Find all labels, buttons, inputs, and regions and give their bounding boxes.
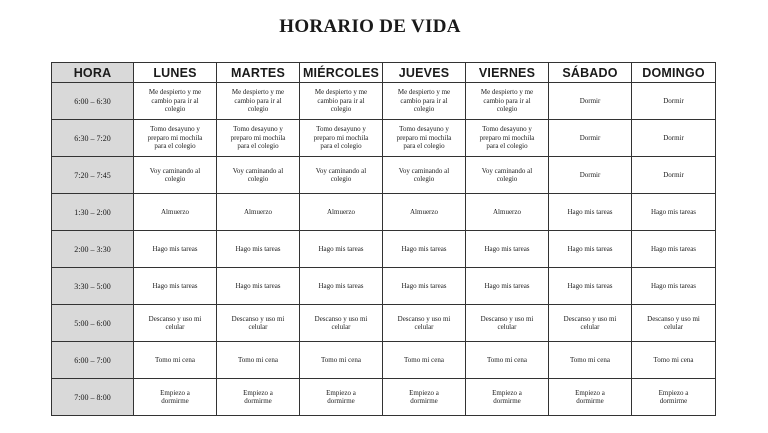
activity-cell: Almuerzo (466, 194, 549, 231)
table-row (52, 305, 716, 342)
activity-cell: Hago mis tareas (466, 268, 549, 305)
activity-cell: Tomo mi cena (217, 342, 300, 379)
column-header-day: MARTES (217, 63, 300, 83)
activity-cell: Hago mis tareas (217, 231, 300, 268)
hour-cell: 2:00 – 3:30 (52, 231, 134, 268)
activity-cell: Hago mis tareas (383, 268, 466, 305)
activity-cell: Tomo desayuno y preparo mi mochila para el colegio (300, 120, 383, 157)
activity-cell: Tomo mi cena (134, 342, 217, 379)
activity-cell: Descanso y uso mi celular (632, 305, 716, 342)
activity-cell: Me despierto y me cambio para ir al colegio (300, 83, 383, 120)
hour-cell: 6:30 – 7:20 (52, 120, 134, 157)
column-header-hora: HORA (52, 63, 134, 83)
activity-cell: Tomo mi cena (300, 342, 383, 379)
table-row (52, 83, 716, 120)
activity-cell: Voy caminando al colegio (383, 157, 466, 194)
activity-cell: Empiezo a dormirme (217, 379, 300, 416)
activity-cell: Empiezo a dormirme (632, 379, 716, 416)
schedule-table (51, 62, 716, 416)
activity-cell: Descanso y uso mi celular (300, 305, 383, 342)
hour-cell: 3:30 – 5:00 (52, 268, 134, 305)
column-header-day: SÁBADO (549, 63, 632, 83)
activity-cell: Hago mis tareas (217, 268, 300, 305)
table-row (52, 231, 716, 268)
hour-cell: 1:30 – 2:00 (52, 194, 134, 231)
table-row (52, 268, 716, 305)
activity-cell: Voy caminando al colegio (466, 157, 549, 194)
activity-cell: Descanso y uso mi celular (466, 305, 549, 342)
activity-cell: Descanso y uso mi celular (134, 305, 217, 342)
activity-cell: Hago mis tareas (549, 231, 632, 268)
activity-cell: Tomo desayuno y preparo mi mochila para el colegio (134, 120, 217, 157)
activity-cell: Hago mis tareas (632, 268, 716, 305)
activity-cell: Dormir (549, 120, 632, 157)
activity-cell: Empiezo a dormirme (134, 379, 217, 416)
table-row (52, 157, 716, 194)
activity-cell: Voy caminando al colegio (300, 157, 383, 194)
hour-cell: 5:00 – 6:00 (52, 305, 134, 342)
table-body (52, 83, 716, 416)
page-title: HORARIO DE VIDA (279, 16, 461, 37)
activity-cell: Me despierto y me cambio para ir al colegio (466, 83, 549, 120)
column-header-day: JUEVES (383, 63, 466, 83)
header-row (52, 63, 716, 83)
activity-cell: Hago mis tareas (300, 268, 383, 305)
activity-cell: Tomo desayuno y preparo mi mochila para el colegio (217, 120, 300, 157)
table-row (52, 120, 716, 157)
table-header (52, 63, 716, 83)
hour-cell: 6:00 – 6:30 (52, 83, 134, 120)
hour-cell: 7:20 – 7:45 (52, 157, 134, 194)
column-header-day: LUNES (134, 63, 217, 83)
column-header-day: MIÉRCOLES (300, 63, 383, 83)
hour-cell: 7:00 – 8:00 (52, 379, 134, 416)
activity-cell: Hago mis tareas (549, 268, 632, 305)
activity-cell: Almuerzo (217, 194, 300, 231)
activity-cell: Tomo mi cena (632, 342, 716, 379)
activity-cell: Empiezo a dormirme (383, 379, 466, 416)
activity-cell: Dormir (632, 120, 716, 157)
activity-cell: Tomo mi cena (466, 342, 549, 379)
column-header-day: VIERNES (466, 63, 549, 83)
hour-cell: 6:00 – 7:00 (52, 342, 134, 379)
activity-cell: Tomo desayuno y preparo mi mochila para el colegio (466, 120, 549, 157)
activity-cell: Almuerzo (383, 194, 466, 231)
activity-cell: Hago mis tareas (549, 194, 632, 231)
activity-cell: Dormir (632, 83, 716, 120)
activity-cell: Hago mis tareas (466, 231, 549, 268)
activity-cell: Dormir (549, 83, 632, 120)
activity-cell: Almuerzo (134, 194, 217, 231)
activity-cell: Empiezo a dormirme (300, 379, 383, 416)
table-row (52, 194, 716, 231)
activity-cell: Me despierto y me cambio para ir al colegio (134, 83, 217, 120)
activity-cell: Empiezo a dormirme (466, 379, 549, 416)
activity-cell: Hago mis tareas (632, 231, 716, 268)
activity-cell: Descanso y uso mi celular (383, 305, 466, 342)
activity-cell: Dormir (632, 157, 716, 194)
table-row (52, 342, 716, 379)
activity-cell: Hago mis tareas (134, 268, 217, 305)
activity-cell: Me despierto y me cambio para ir al colegio (217, 83, 300, 120)
activity-cell: Hago mis tareas (632, 194, 716, 231)
activity-cell: Me despierto y me cambio para ir al colegio (383, 83, 466, 120)
activity-cell: Tomo mi cena (549, 342, 632, 379)
activity-cell: Descanso y uso mi celular (549, 305, 632, 342)
activity-cell: Hago mis tareas (300, 231, 383, 268)
table-row (52, 379, 716, 416)
activity-cell: Hago mis tareas (383, 231, 466, 268)
activity-cell: Voy caminando al colegio (217, 157, 300, 194)
activity-cell: Hago mis tareas (134, 231, 217, 268)
activity-cell: Almuerzo (300, 194, 383, 231)
activity-cell: Tomo mi cena (383, 342, 466, 379)
activity-cell: Dormir (549, 157, 632, 194)
column-header-day: DOMINGO (632, 63, 716, 83)
activity-cell: Descanso y uso mi celular (217, 305, 300, 342)
activity-cell: Voy caminando al colegio (134, 157, 217, 194)
activity-cell: Tomo desayuno y preparo mi mochila para el colegio (383, 120, 466, 157)
activity-cell: Empiezo a dormirme (549, 379, 632, 416)
